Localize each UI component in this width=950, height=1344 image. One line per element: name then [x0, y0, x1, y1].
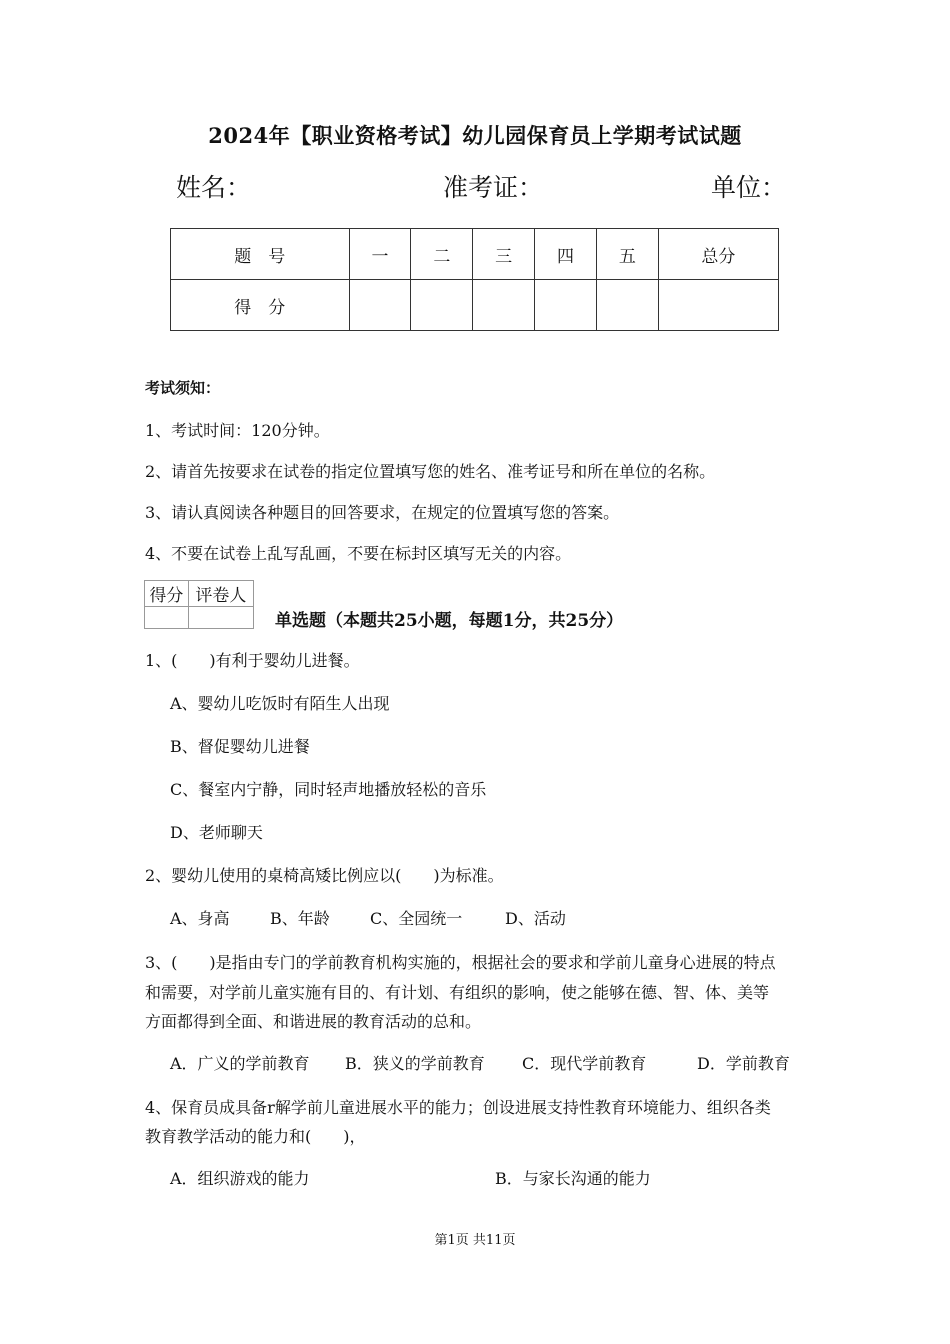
- answer-option: C、全园统一: [370, 909, 463, 928]
- grader-box: [144, 580, 254, 629]
- question-stem: 3、( )是指由专门的学前教育机构实施的，根据社会的要求和学前儿童身心进展的特点: [145, 953, 776, 972]
- score-header-cell: 五: [596, 229, 658, 280]
- score-cell: [349, 280, 411, 331]
- answer-option: B．与家长沟通的能力: [495, 1169, 651, 1188]
- section-title: 单选题（本题共25小题，每题1分，共25分）: [275, 611, 624, 631]
- notice-item: 3、请认真阅读各种题目的回答要求，在规定的位置填写您的答案。: [145, 503, 620, 522]
- question-stem: 教育教学活动的能力和( )，: [145, 1127, 366, 1146]
- grader-reviewer-cell: [188, 607, 253, 629]
- question-stem: 方面都得到全面、和谐进展的教育活动的总和。: [145, 1012, 482, 1031]
- unit-field-label: 单位：: [711, 173, 787, 202]
- score-row-label: 得 分: [171, 280, 350, 331]
- notice-heading: 考试须知：: [145, 379, 221, 397]
- score-header-cell: 三: [473, 229, 535, 280]
- answer-option: A、婴幼儿吃饭时有陌生人出现: [170, 694, 390, 713]
- score-header-cell: 四: [535, 229, 597, 280]
- answer-option: A．组织游戏的能力: [170, 1169, 310, 1188]
- notice-item: 1、考试时间：120分钟。: [145, 421, 330, 440]
- notice-item: 4、不要在试卷上乱写乱画，不要在标封区填写无关的内容。: [145, 544, 572, 563]
- score-table-header-row: [171, 229, 779, 280]
- score-header-cell: 题 号: [171, 229, 350, 280]
- page-footer: 第1页 共11页: [434, 1233, 516, 1248]
- answer-option: B．狭义的学前教育: [345, 1054, 485, 1073]
- score-header-cell: 总分: [658, 229, 778, 280]
- score-table: [170, 228, 779, 331]
- question-stem: 1、( )有利于婴幼儿进餐。: [145, 651, 360, 670]
- answer-option: B、年龄: [270, 909, 330, 928]
- notice-item: 2、请首先按要求在试卷的指定位置填写您的姓名、准考证号和所在单位的名称。: [145, 462, 716, 481]
- score-table-score-row: [171, 280, 779, 331]
- score-header-cell: 二: [411, 229, 473, 280]
- score-cell: [473, 280, 535, 331]
- answer-option: C．现代学前教育: [522, 1054, 647, 1073]
- question-stem: 2、婴幼儿使用的桌椅高矮比例应以( )为标准。: [145, 866, 504, 885]
- answer-option: C、餐室内宁静，同时轻声地播放轻松的音乐: [170, 780, 487, 799]
- question-stem: 和需要，对学前儿童实施有目的、有计划、有组织的影响，使之能够在德、智、体、美等: [145, 983, 770, 1002]
- score-cell: [535, 280, 597, 331]
- score-header-cell: 一: [349, 229, 411, 280]
- grader-score-cell: [145, 607, 189, 629]
- grader-reviewer-label: 评卷人: [188, 581, 253, 607]
- grader-score-label: 得分: [145, 581, 189, 607]
- answer-option: D．学前教育: [697, 1054, 790, 1073]
- answer-option: A．广义的学前教育: [170, 1054, 310, 1073]
- score-cell: [411, 280, 473, 331]
- answer-option: B、督促婴幼儿进餐: [170, 737, 310, 756]
- answer-option: A、身高: [170, 909, 230, 928]
- exam-id-field-label: 准考证：: [443, 173, 544, 202]
- question-stem: 4、保育员成具备r解学前儿童进展水平的能力；创设进展支持性教育环境能力、组织各类: [145, 1098, 771, 1117]
- answer-option: D、老师聊天: [170, 823, 263, 842]
- score-cell: [596, 280, 658, 331]
- page-title: 2024年【职业资格考试】幼儿园保育员上学期考试试题: [208, 123, 742, 148]
- name-field-label: 姓名：: [176, 173, 252, 202]
- score-cell: [658, 280, 778, 331]
- answer-option: D、活动: [505, 909, 566, 928]
